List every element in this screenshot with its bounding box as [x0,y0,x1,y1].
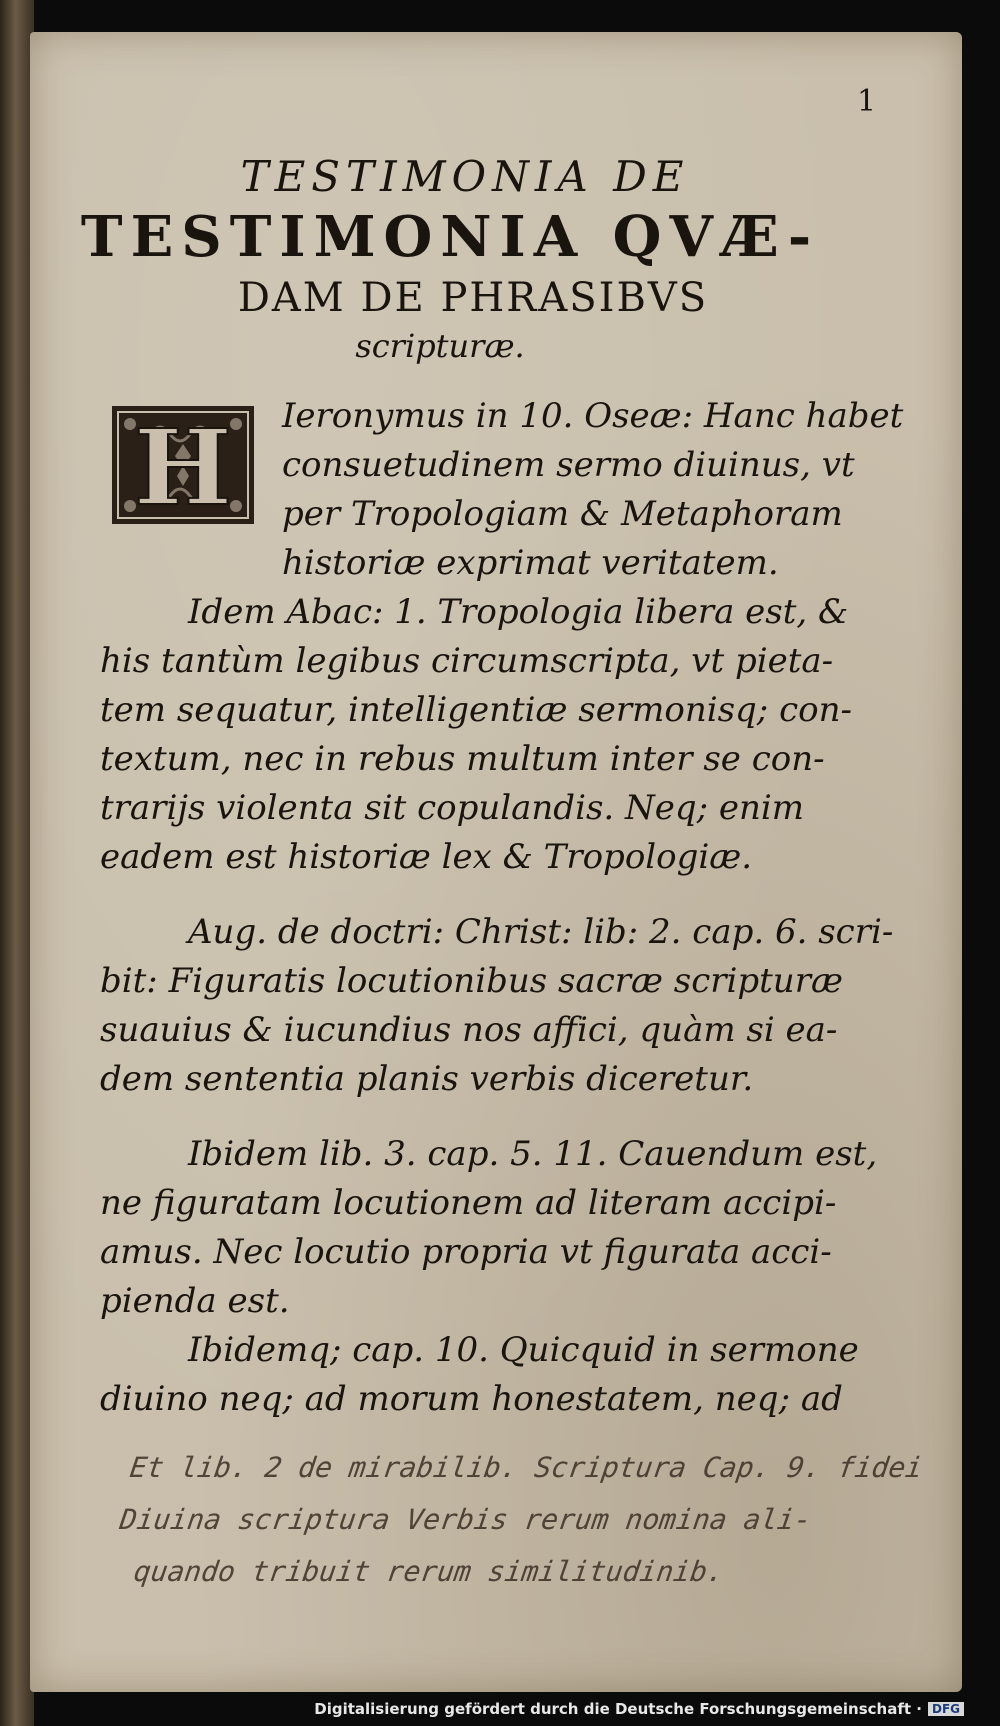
text-line: trarijs violenta sit copulandis. Neq; enim [100,788,805,828]
text-line: per Tropologiam & Metaphoram [282,494,843,534]
text-line: pienda est. [100,1281,290,1321]
title-line: TESTIMONIA DE [240,152,690,201]
handwritten-note [117,1442,925,1598]
text-line: Ibidemq; cap. 10. Quicquid in sermone [188,1330,859,1370]
text-line: eadem est historiæ lex & Tropologiæ. [100,837,753,877]
text-line: Ibidem lib. 3. cap. 5. 11. Cauendum est, [188,1134,878,1174]
funding-note [314,1700,964,1718]
text-line: amus. Nec locutio propria vt figurata acci- [100,1232,832,1272]
text-line: Idem Abac: 1. Tropologia libera est, & [188,592,849,632]
text-line: consuetudinem sermo diuinus, vt [282,445,855,485]
text-line: ne figuratam locutionem ad literam accipi- [100,1183,837,1223]
title-line: DAM DE PHRASIBVS [237,275,709,321]
text-line: Aug. de doctri: Christ: lib: 2. cap. 6. scri- [188,912,894,952]
handwritten-line: quando tribuit rerum similitudinib. [131,1555,727,1588]
text-line: historiæ exprimat veritatem. [282,543,779,583]
book-page [30,32,962,1692]
title-line: scripturæ. [355,327,525,365]
text-line: tem sequatur, intelligentiæ sermonisq; con- [100,690,852,730]
funding-text: Digitalisierung gefördert durch die Deutsche Forschungsgemeinschaft · [314,1700,922,1718]
page-title [70,152,830,368]
text-line: diuino neq; ad morum honestatem, neq; ad [100,1379,843,1419]
book-binding-edge [0,0,34,1726]
handwritten-line: Et lib. 2 de mirabilib. Scriptura Cap. 9. fidei [127,1451,925,1484]
text-line: suauius & iucundius nos affici, quàm si ea- [100,1010,838,1050]
text-line: his tantùm legibus circumscripta, vt pieta- [100,641,834,681]
page-number: 1 [857,84,877,119]
dfg-logo: DFG [928,1702,964,1716]
title-line: TESTIMONIA QVÆ- [80,204,820,270]
body-text [100,392,904,1424]
text-line: bit: Figuratis locutionibus sacræ scripturæ [100,961,843,1001]
handwritten-line: Diuina scriptura Verbis rerum nomina ali- [117,1503,814,1536]
initial-letter: H [133,406,233,526]
text-line: Ieronymus in 10. Oseæ: Hanc habet [282,396,904,436]
text-line: textum, nec in rebus multum inter se con- [100,739,825,779]
text-line: dem sententia planis verbis diceretur. [100,1059,754,1099]
